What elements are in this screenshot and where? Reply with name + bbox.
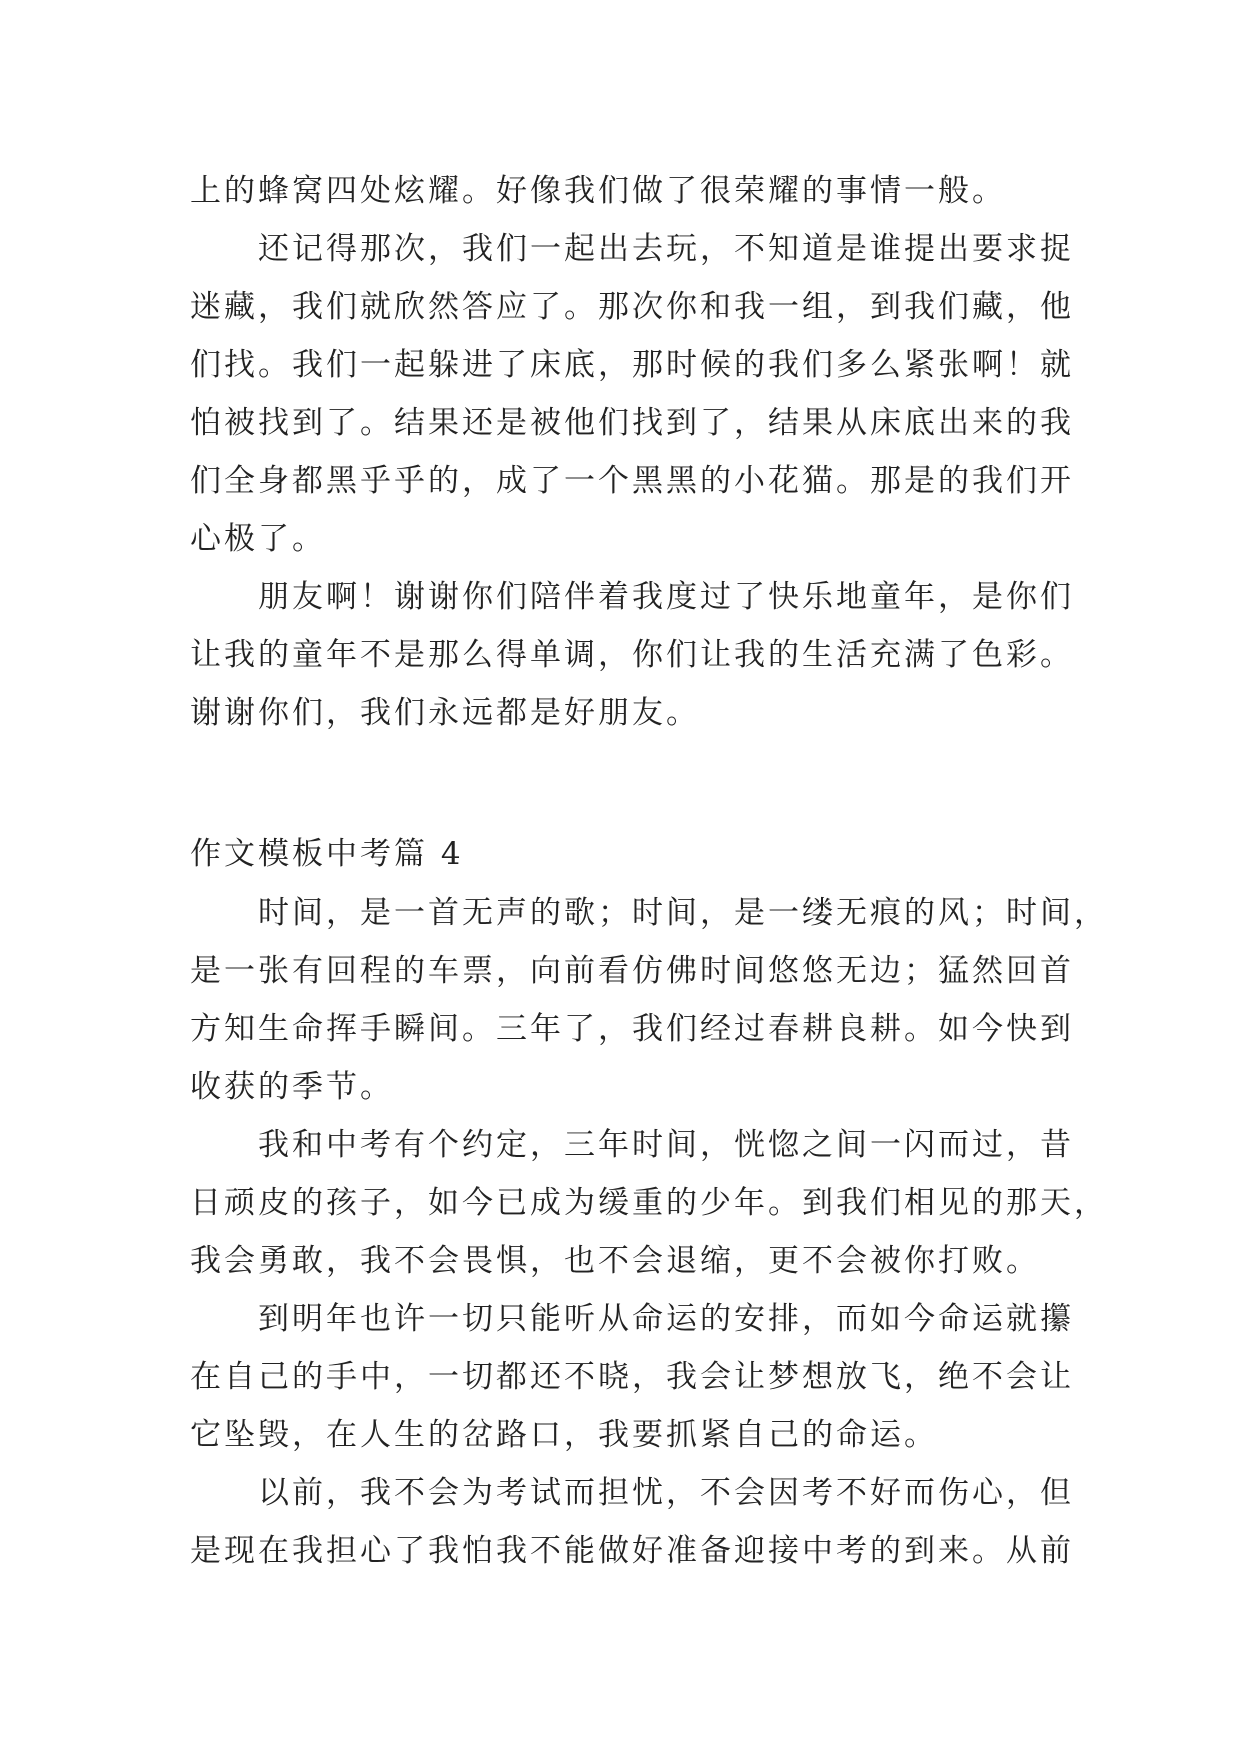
text-line: 上的蜂窝四处炫耀。好像我们做了很荣耀的事情一般。 (190, 173, 1006, 209)
text-line: 收获的季节。 (190, 1069, 394, 1105)
paragraph-thanks-friends (190, 568, 1074, 742)
paragraph-promise (190, 1116, 1108, 1290)
text-line: 还记得那次，我们一起出去玩，不知道是谁提出要求捉 (258, 231, 1074, 267)
paragraph-worry (190, 1464, 1074, 1580)
text-line: 迷藏，我们就欣然答应了。那次你和我一组，到我们藏，他 (190, 289, 1074, 325)
paragraph-continuation (190, 162, 1070, 220)
text-line: 方知生命挥手瞬间。三年了，我们经过春耕良耕。如今快到 (190, 1011, 1074, 1047)
text-line: 们找。我们一起躲进了床底，那时候的我们多么紧张啊！就 (190, 347, 1074, 383)
paragraph-destiny (190, 1290, 1074, 1464)
section-title: 作文模板中考篇 4 (190, 836, 464, 872)
text-line: 在自己的手中，一切都还不晓，我会让梦想放飞，绝不会让 (190, 1359, 1074, 1395)
text-line: 谢谢你们，我们永远都是好朋友。 (190, 695, 700, 731)
text-line: 日顽皮的孩子，如今已成为缓重的少年。到我们相见的那天， (190, 1185, 1108, 1221)
text-line: 我会勇敢，我不会畏惧，也不会退缩，更不会被你打败。 (190, 1243, 1040, 1279)
text-line: 以前，我不会为考试而担忧，不会因考不好而伤心，但 (258, 1475, 1074, 1511)
text-line: 让我的童年不是那么得单调，你们让我的生活充满了色彩。 (190, 637, 1074, 673)
text-line: 时间，是一首无声的歌；时间，是一缕无痕的风；时间， (258, 895, 1108, 931)
text-line: 到明年也许一切只能听从命运的安排，而如今命运就攥 (258, 1301, 1074, 1337)
paragraph-hide-and-seek (190, 220, 1074, 568)
text-line: 朋友啊！谢谢你们陪伴着我度过了快乐地童年，是你们 (258, 579, 1074, 615)
text-line: 是一张有回程的车票，向前看仿佛时间悠悠无边；猛然回首 (190, 953, 1074, 989)
text-line: 们全身都黑乎乎的，成了一个黑黑的小花猫。那是的我们开 (190, 463, 1074, 499)
text-line: 心极了。 (190, 521, 326, 557)
text-line: 怕被找到了。结果还是被他们找到了，结果从床底出来的我 (190, 405, 1074, 441)
document-body (190, 162, 1108, 1580)
text-line: 它坠毁，在人生的岔路口，我要抓紧自己的命运。 (190, 1417, 938, 1453)
section-spacer (190, 742, 1070, 824)
paragraph-time (190, 884, 1108, 1116)
text-line: 我和中考有个约定，三年时间，恍惚之间一闪而过，昔 (258, 1127, 1074, 1163)
text-line: 是现在我担心了我怕我不能做好准备迎接中考的到来。从前 (190, 1533, 1074, 1569)
